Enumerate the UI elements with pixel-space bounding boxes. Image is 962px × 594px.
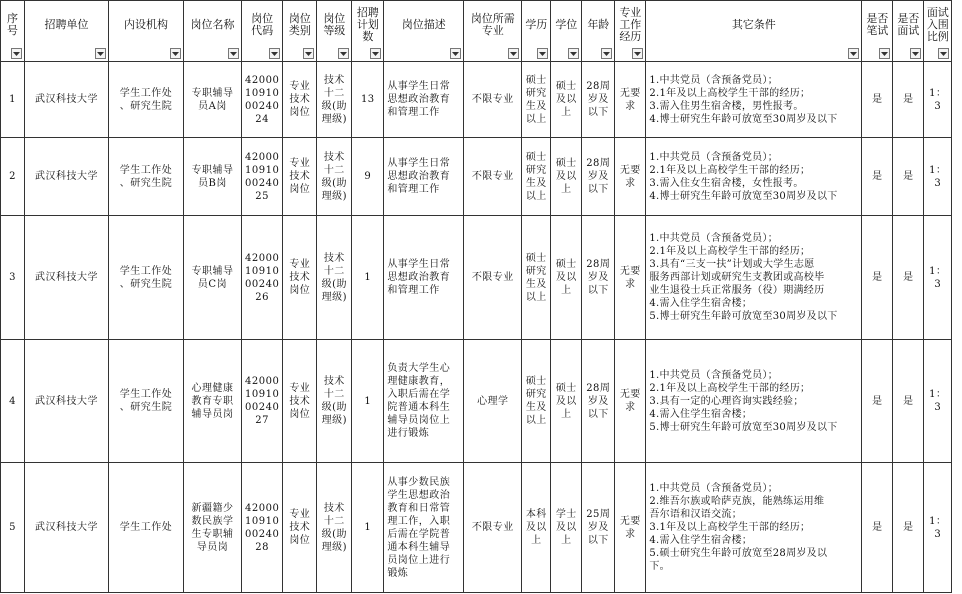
- header-dept: [109, 1, 184, 62]
- cell-unit: [25, 216, 109, 340]
- cell-seq: [1, 463, 25, 593]
- cell-text: 5: [9, 522, 16, 533]
- filter-dropdown-icon[interactable]: [269, 48, 280, 59]
- cell-text: 1.中共党员（含预备党员）； 2.1年及以上高校学生干部的经历； 3.需入住男生宿舍楼，男性报考。 4.博士研究生年龄可放宽至30周岁及以下: [649, 74, 838, 125]
- cell-text: 1：3: [929, 515, 947, 540]
- cell-seq: [1, 340, 25, 463]
- cell-level: [317, 62, 352, 138]
- cell-desc: [384, 62, 464, 138]
- cell-text: 专业 技术 岗位: [289, 382, 311, 420]
- cell-post: [184, 216, 242, 340]
- cell-degree: [551, 62, 582, 138]
- cell-text: 学生工作处 、研究生院: [119, 265, 173, 290]
- cell-seq: [1, 138, 25, 216]
- cell-text: 28周 岁及 以下: [586, 382, 611, 420]
- cell-written: [862, 216, 893, 340]
- filter-dropdown-icon[interactable]: [568, 48, 579, 59]
- cell-text: 武汉科技大学: [35, 395, 98, 407]
- cell-major: [464, 463, 522, 593]
- cell-text: 武汉科技大学: [35, 272, 98, 283]
- cell-code: [242, 463, 283, 593]
- cell-written: [862, 340, 893, 463]
- cell-text: 硕士 研究 生及 以上: [525, 376, 547, 426]
- cell-level: [317, 138, 352, 216]
- cell-exp: [615, 463, 646, 593]
- cell-written: [862, 62, 893, 138]
- cell-level: [317, 340, 352, 463]
- filter-dropdown-icon[interactable]: [95, 48, 106, 59]
- cell-desc: [384, 340, 464, 463]
- cell-text: 1：3: [929, 87, 947, 112]
- header-label: 专业 工作 经历: [619, 6, 642, 43]
- cell-text: 是: [872, 395, 883, 407]
- header-level: [317, 1, 352, 62]
- cell-unit: [25, 463, 109, 593]
- cell-text: 1.中共党员（含预备党员）； 2.1年及以上高校学生干部的经历； 3.具有一定的心理咨询实践经验； 4.需入住学生宿舍楼； 5.博士研究生年龄可放宽至30周岁及以下: [649, 369, 838, 433]
- cell-text: 是: [903, 272, 914, 283]
- header-age: [582, 1, 615, 62]
- cell-desc: [384, 216, 464, 340]
- cell-exp: [615, 62, 646, 138]
- cell-text: 是: [903, 395, 914, 407]
- cell-interview: [893, 138, 924, 216]
- header-label: 年龄: [587, 18, 610, 31]
- cell-ratio: [924, 463, 952, 593]
- cell-text: 不限专业: [471, 94, 514, 105]
- cell-text: 从事学生日常 思想政治教育 和管理工作: [387, 259, 451, 296]
- cell-desc: [384, 138, 464, 216]
- cell-post: [184, 463, 242, 593]
- cell-text: 不限专业: [471, 171, 514, 182]
- cell-edu: [522, 138, 551, 216]
- cell-text: 42000 10910 00240 24: [245, 74, 280, 125]
- cell-edu: [522, 216, 551, 340]
- cell-text: 学生工作处 、研究生院: [119, 87, 173, 112]
- cell-text: 28周 岁及 以下: [586, 81, 611, 118]
- header-major: [464, 1, 522, 62]
- cell-edu: [522, 340, 551, 463]
- cell-code: [242, 138, 283, 216]
- filter-dropdown-icon[interactable]: [879, 48, 890, 59]
- cell-degree: [551, 138, 582, 216]
- cell-text: 专业 技术 岗位: [289, 158, 311, 195]
- cell-major: [464, 340, 522, 463]
- cell-major: [464, 62, 522, 138]
- cell-major: [464, 216, 522, 340]
- cell-type: [283, 216, 317, 340]
- cell-text: 从事学生日常 思想政治教育 和管理工作: [387, 81, 451, 118]
- filter-dropdown-icon[interactable]: [508, 48, 519, 59]
- cell-seq: [1, 62, 25, 138]
- filter-dropdown-icon[interactable]: [450, 48, 461, 59]
- cell-text: 3: [9, 272, 16, 283]
- table-row: [1, 62, 952, 138]
- filter-dropdown-icon[interactable]: [910, 48, 921, 59]
- filter-dropdown-icon[interactable]: [938, 48, 949, 59]
- cell-text: 无要 求: [619, 164, 641, 189]
- header-plan: [352, 1, 384, 62]
- cell-text: 硕士 研究 生及 以上: [525, 74, 547, 125]
- cell-ratio: [924, 216, 952, 340]
- cell-text: 1：3: [929, 265, 947, 290]
- cell-text: 28周 岁及 以下: [586, 158, 611, 195]
- cell-text: 学士 及以 上: [555, 509, 577, 546]
- cell-text: 技术 十二 级(助 理级): [321, 376, 348, 426]
- cell-age: [582, 138, 615, 216]
- cell-text: 42000 10910 00240 25: [245, 151, 280, 202]
- cell-text: 1.中共党员（含预备党员）； 2.1年及以上高校学生干部的经历； 3.具有“三支一扶”计划或大学生志愿 服务西部计划或研究生支教团或高校毕 业生退役士兵正常服务（役）期满经历 4.需入住学生宿舍楼； 5.博士研究生年龄可放宽至30周岁及以下: [649, 233, 838, 322]
- header-type: [283, 1, 317, 62]
- cell-text: 1: [364, 522, 372, 533]
- cell-text: 学生工作处 、研究生院: [119, 164, 173, 189]
- cell-dept: [109, 138, 184, 216]
- cell-written: [862, 138, 893, 216]
- cell-code: [242, 340, 283, 463]
- cell-plan: [352, 216, 384, 340]
- header-post: [184, 1, 242, 62]
- header-label: 面试 入围 比例: [926, 6, 949, 43]
- cell-text: 专业 技术 岗位: [289, 509, 311, 546]
- cell-text: 无要 求: [619, 87, 641, 112]
- cell-post: [184, 138, 242, 216]
- cell-text: 硕士 及以 上: [555, 81, 577, 118]
- cell-interview: [893, 62, 924, 138]
- cell-text: 学生工作处 、研究生院: [119, 389, 173, 413]
- cell-dept: [109, 340, 184, 463]
- cell-edu: [522, 463, 551, 593]
- cell-text: 1.中共党员（含预备党员）； 2.1年及以上高校学生干部的经历； 3.需入住女生宿舍楼，女性报考。 4.博士研究生年龄可放宽至30周岁及以下: [649, 151, 838, 202]
- cell-text: 技术 十二 级(助 理级): [321, 252, 348, 303]
- cell-text: 从事学生日常 思想政治教育 和管理工作: [387, 158, 451, 195]
- cell-text: 1：3: [929, 389, 947, 413]
- header-written: [862, 1, 893, 62]
- cell-other: [646, 216, 862, 340]
- cell-text: 硕士 研究 生及 以上: [525, 252, 547, 303]
- cell-other: [646, 138, 862, 216]
- header-label: 序号: [7, 12, 18, 37]
- cell-interview: [893, 463, 924, 593]
- cell-text: 硕士 及以 上: [555, 382, 577, 420]
- cell-text: 新疆籍少 数民族学 生专职辅 导员岗: [191, 502, 234, 553]
- cell-text: 25周 岁及 以下: [586, 509, 611, 546]
- cell-degree: [551, 340, 582, 463]
- cell-unit: [25, 62, 109, 138]
- header-label: 招聘 计划 数: [356, 6, 379, 43]
- cell-text: 专职辅导 员C岗: [191, 265, 234, 290]
- cell-other: [646, 62, 862, 138]
- header-other: [646, 1, 862, 62]
- cell-text: 13: [360, 94, 375, 105]
- cell-text: 是: [872, 272, 883, 283]
- cell-degree: [551, 463, 582, 593]
- header-label: 学历: [525, 18, 548, 31]
- cell-text: 专职辅导 员A岗: [191, 87, 234, 112]
- header-edu: [522, 1, 551, 62]
- cell-major: [464, 138, 522, 216]
- header-seq: [1, 1, 25, 62]
- cell-text: 是: [872, 522, 883, 533]
- cell-unit: [25, 138, 109, 216]
- cell-text: 武汉科技大学: [35, 171, 98, 182]
- cell-code: [242, 216, 283, 340]
- cell-plan: [352, 138, 384, 216]
- cell-unit: [25, 340, 109, 463]
- cell-seq: [1, 216, 25, 340]
- cell-plan: [352, 463, 384, 593]
- header-label: 是否 面试: [897, 12, 920, 37]
- header-interview: [893, 1, 924, 62]
- cell-age: [582, 463, 615, 593]
- cell-interview: [893, 340, 924, 463]
- cell-other: [646, 463, 862, 593]
- cell-text: 技术 十二 级(助 理级): [321, 74, 348, 125]
- cell-type: [283, 340, 317, 463]
- filter-dropdown-icon[interactable]: [848, 48, 859, 59]
- cell-text: 28周 岁及 以下: [586, 259, 611, 296]
- table-row: [1, 138, 952, 216]
- cell-text: 4: [9, 395, 16, 407]
- cell-text: 心理学: [477, 395, 509, 407]
- filter-dropdown-icon[interactable]: [11, 48, 22, 59]
- cell-text: 专职辅导 员B岗: [191, 164, 234, 189]
- header-label: 内设机构: [124, 18, 168, 31]
- cell-ratio: [924, 340, 952, 463]
- cell-text: 从事少数民族 学生思想政治 教育和日常管 理工作，入职 后需在学院普 通本科生辅导 员岗位上进行 锻炼: [387, 476, 451, 579]
- header-label: 其它条件: [731, 18, 776, 31]
- cell-text: 本科 及以 上: [525, 509, 547, 546]
- cell-text: 技术 十二 级(助 理级): [321, 151, 348, 202]
- cell-text: 武汉科技大学: [35, 522, 98, 533]
- header-label: 岗位 等级: [323, 12, 346, 37]
- cell-type: [283, 62, 317, 138]
- table-row: [1, 340, 952, 463]
- header-label: 岗位描述: [401, 18, 446, 31]
- filter-dropdown-icon[interactable]: [303, 48, 314, 59]
- cell-text: 硕士 及以 上: [555, 158, 577, 195]
- cell-level: [317, 463, 352, 593]
- cell-level: [317, 216, 352, 340]
- cell-text: 1.中共党员（含预备党员）； 2.维吾尔族或哈萨克族，能熟练运用维 吾尔语和汉语交流； 3.1年及以上高校学生干部的经历； 4.需入住学生宿舍楼； 5.硕士研究生年龄可放宽至28周岁及以 下。: [649, 483, 828, 572]
- header-label: 岗位 代码: [251, 12, 274, 37]
- cell-text: 专业 技术 岗位: [289, 259, 311, 296]
- header-unit: [25, 1, 109, 62]
- filter-dropdown-icon[interactable]: [338, 48, 349, 59]
- filter-dropdown-icon[interactable]: [632, 48, 643, 59]
- cell-exp: [615, 216, 646, 340]
- cell-text: 不限专业: [471, 272, 514, 283]
- cell-age: [582, 216, 615, 340]
- cell-text: 是: [872, 171, 883, 182]
- cell-text: 是: [903, 94, 914, 105]
- cell-text: 9: [364, 171, 372, 182]
- cell-exp: [615, 340, 646, 463]
- header-label: 招聘单位: [44, 18, 89, 31]
- cell-desc: [384, 463, 464, 593]
- cell-text: 是: [903, 522, 914, 533]
- cell-text: 负责大学生心 理健康教育， 入职后需在学 院普通本科生 辅导员岗位上 进行锻炼: [387, 363, 451, 439]
- cell-type: [283, 463, 317, 593]
- header-ratio: [924, 1, 952, 62]
- cell-age: [582, 340, 615, 463]
- cell-text: 无要 求: [619, 389, 641, 413]
- cell-exp: [615, 138, 646, 216]
- cell-text: 1: [364, 395, 372, 407]
- cell-text: 无要 求: [619, 515, 641, 540]
- cell-other: [646, 340, 862, 463]
- cell-degree: [551, 216, 582, 340]
- header-row: [1, 1, 952, 62]
- cell-text: 是: [872, 94, 883, 105]
- cell-text: 无要 求: [619, 265, 641, 290]
- cell-text: 1：3: [929, 164, 947, 189]
- cell-text: 不限专业: [471, 522, 514, 533]
- cell-text: 42000 10910 00240 26: [245, 252, 280, 303]
- cell-ratio: [924, 62, 952, 138]
- cell-text: 硕士 研究 生及 以上: [525, 151, 547, 202]
- cell-plan: [352, 62, 384, 138]
- cell-text: 1: [9, 94, 16, 105]
- cell-ratio: [924, 138, 952, 216]
- cell-text: 技术 十二 级(助 理级): [321, 502, 348, 553]
- cell-text: 心理健康 教育专职 辅导员岗: [191, 382, 234, 420]
- header-label: 岗位名称: [190, 18, 235, 31]
- cell-text: 是: [903, 171, 914, 182]
- cell-text: 1: [364, 272, 372, 283]
- cell-plan: [352, 340, 384, 463]
- cell-interview: [893, 216, 924, 340]
- cell-text: 硕士 及以 上: [555, 259, 577, 296]
- cell-written: [862, 463, 893, 593]
- header-code: [242, 1, 283, 62]
- filter-dropdown-icon[interactable]: [601, 48, 612, 59]
- cell-text: 专业 技术 岗位: [289, 81, 311, 118]
- cell-text: 学生工作处: [119, 522, 173, 533]
- table-row: [1, 216, 952, 340]
- cell-age: [582, 62, 615, 138]
- filter-dropdown-icon[interactable]: [370, 48, 381, 59]
- cell-text: 武汉科技大学: [35, 94, 98, 105]
- header-desc: [384, 1, 464, 62]
- cell-text: 42000 10910 00240 28: [245, 502, 280, 553]
- header-exp: [615, 1, 646, 62]
- cell-post: [184, 340, 242, 463]
- cell-text: 42000 10910 00240 27: [245, 376, 280, 426]
- cell-dept: [109, 216, 184, 340]
- header-degree: [551, 1, 582, 62]
- filter-dropdown-icon[interactable]: [170, 48, 181, 59]
- header-label: 是否 笔试: [866, 12, 889, 37]
- cell-text: 2: [9, 171, 16, 182]
- table-row: [1, 463, 952, 593]
- cell-code: [242, 62, 283, 138]
- header-label: 岗位所需 专业: [470, 12, 515, 37]
- cell-post: [184, 62, 242, 138]
- filter-dropdown-icon[interactable]: [537, 48, 548, 59]
- header-label: 岗位 类别: [288, 12, 311, 37]
- cell-type: [283, 138, 317, 216]
- cell-edu: [522, 62, 551, 138]
- cell-dept: [109, 62, 184, 138]
- cell-dept: [109, 463, 184, 593]
- header-label: 学位: [555, 18, 578, 31]
- filter-dropdown-icon[interactable]: [228, 48, 239, 59]
